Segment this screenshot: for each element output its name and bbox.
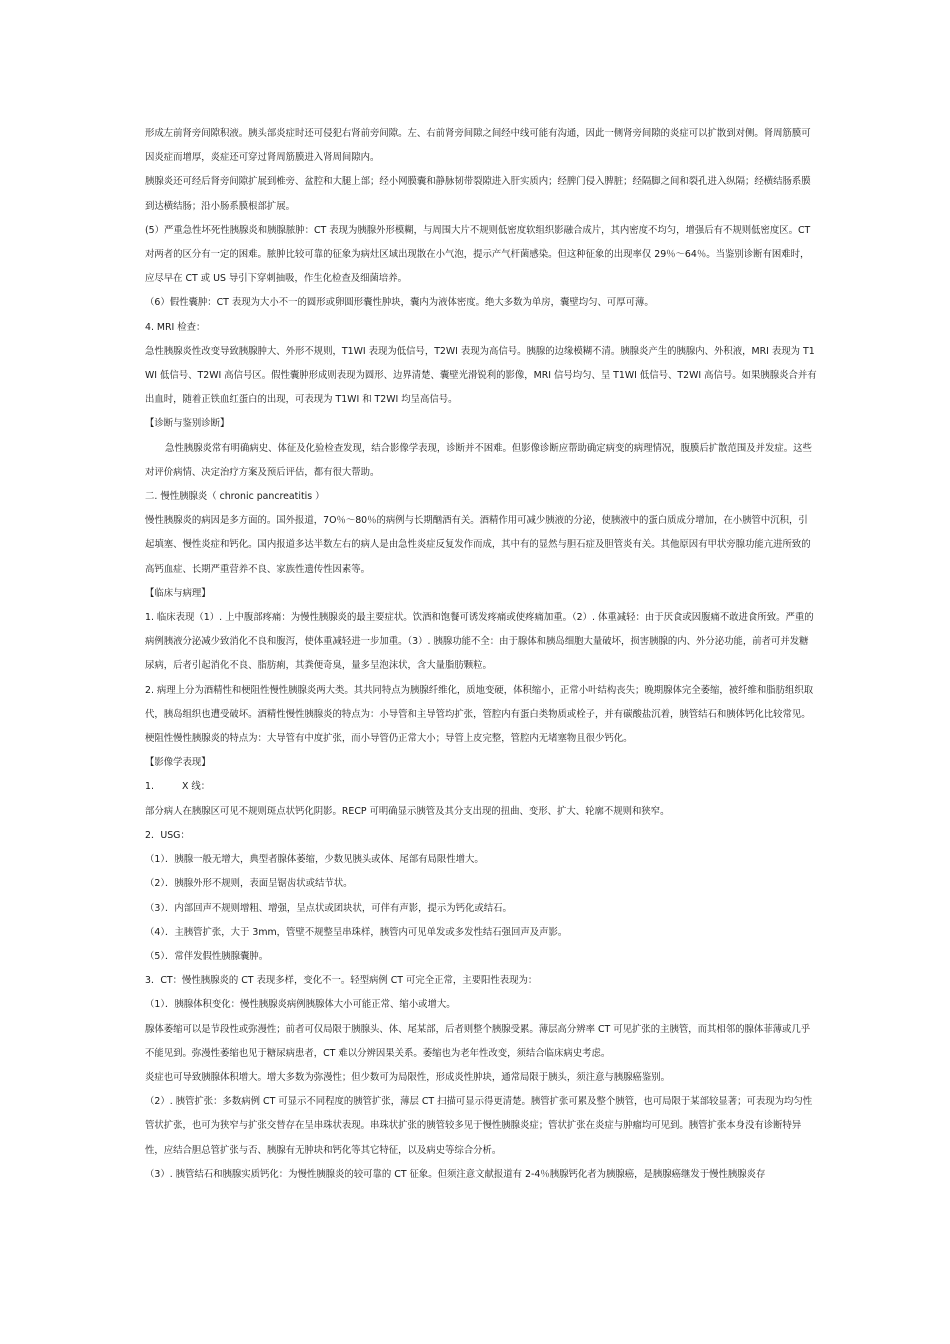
section-heading: 【诊断与鉴别诊断】 xyxy=(145,418,230,430)
list-item: （1）．胰腺一般无增大，典型者腺体萎缩，少数见胰头或体、尾部有局限性增大。 xyxy=(145,854,484,866)
section-heading: 【临床与病理】 xyxy=(145,587,211,599)
paragraph: 急性胰腺炎常有明确病史、体征及化验检查发现，结合影像学表现，诊断并不困难。但影像诊断应帮助确定病变的病理情况，腹膜后扩散范围及并发症。这些对评价病情、决定治疗方案及预后评估，都有很大帮助。 xyxy=(145,442,812,478)
section-heading: 二. 慢性胰腺炎（ chronic pancreatitis ） xyxy=(145,491,325,503)
paragraph: （2）. 胰管扩张：多数病例 CT 可显示不同程度的胰管扩张，薄层 CT 扫描可显示得更清楚。胰管扩张可累及整个胰管，也可局限于某部较显著；可表现为均匀性管状扩张，也可为狭窄与扩张交替存在呈串珠状表现。串珠状扩张的胰管较多见于慢性胰腺炎症；管状扩张在炎症与肿瘤均可见到。胰管扩张本身没有诊断特异性，应结合胆总管扩张与否、胰腺有无肿块和钙化等其它特征，以及病史等综合分析。 xyxy=(145,1096,813,1156)
section-heading: 2．USG： xyxy=(145,829,190,841)
paragraph: 慢性胰腺炎的病因是多方面的。国外报道，7O％～80％的病例与长期酗酒有关。酒精作用可减少胰液的分泌，使胰液中的蛋白质成分增加，在小胰管中沉积，引起填塞、慢性炎症和钙化。国内报道多达半数左右的病人是由急性炎症反复发作而成，其中有的显然与胆石症及胆管炎有关。其他原因有甲状旁腺功能亢进所致的高钙血症、长期严重营养不良、家族性遗传性因素等。 xyxy=(145,515,811,575)
list-number: 1. xyxy=(145,781,154,793)
paragraph: （3）. 胰管结石和胰腺实质钙化：为慢性胰腺炎的较可靠的 CT 征象。但须注意文献报道有 2-4％胰腺钙化者为胰腺癌，是胰腺癌继发于慢性胰腺炎存 xyxy=(145,1168,766,1180)
list-item: （1）．胰腺体积变化：慢性胰腺炎病例胰腺体大小可能正常、缩小或增大。 xyxy=(145,999,456,1011)
paragraph: 形成左前肾旁间隙积液。胰头部炎症时还可侵犯右肾前旁间隙。左、右前肾旁间隙之间经中线可能有沟通，因此一侧肾旁间隙的炎症可以扩散到对侧。肾周筋膜可因炎症而增厚，炎症还可穿过肾周筋膜进入肾周间隙内。 xyxy=(145,128,811,164)
list-item: （2）．胰腺外形不规则，表面呈锯齿状或结节状。 xyxy=(145,878,353,890)
list-item: （4）．主胰管扩张，大于 3mm，管壁不规整呈串珠样，胰管内可见单发或多发性结石强回声及声影。 xyxy=(145,926,568,938)
paragraph: 急性胰腺炎性改变导致胰腺肿大、外形不规则，T1WI 表现为低信号，T2WI 表现为高信号。胰腺的边缘模糊不清。胰腺炎产生的胰腺内、外积液，MRI 表现为 T1WI 低信号、T2WI 高信号区。假性囊肿形成则表现为圆形、边界清楚、囊壁光滑锐利的影像，MRI 信号均匀、呈 T1WI 低信号、T2WI 高信号。如果胰腺炎合并有出血时，随着正铁血红蛋白的出现，可表现为 T1WI 和 T2WI 均呈高信号。 xyxy=(145,345,817,406)
paragraph: 胰腺炎还可经后肾旁间隙扩展到椎旁、盆腔和大腿上部；经小网膜囊和静脉韧带裂隙进入肝实质内；经脾门侵入脾脏；经隔脚之间和裂孔进入纵隔；经横结肠系膜到达横结肠；沿小肠系膜根部扩展。 xyxy=(145,176,811,212)
section-heading xyxy=(145,775,817,799)
section-heading: 4. MRI 检查： xyxy=(145,321,206,333)
document-page xyxy=(145,122,817,1187)
paragraph: 部分病人在胰腺区可见不规则斑点状钙化阴影。RECP 可明确显示胰管及其分支出现的扭曲、变形、扩大、轮廓不规则和狭窄。 xyxy=(145,805,670,817)
section-heading: 【影像学表现】 xyxy=(145,757,211,769)
paragraph: 2. 病理上分为酒精性和梗阻性慢性胰腺炎两大类。其共同特点为胰腺纤维化，质地变硬，体积缩小，正常小叶结构丧失；晚期腺体完全萎缩，被纤维和脂肪组织取代，胰岛组织也遭受破坏。酒精性慢性胰腺炎的特点为：小导管和主导管均扩张，管腔内有蛋白类物质或栓子，并有碳酸盐沉着，胰管结石和胰体钙化比较常见。梗阻性慢性胰腺炎的特点为：大导管有中度扩张，而小导管仍正常大小；导管上皮完整，管腔内无堵塞物且很少钙化。 xyxy=(145,684,814,745)
paragraph: 1. 临床表现（1）. 上中腹部疼痛：为慢性胰腺炎的最主要症状。饮酒和饱餐可诱发疼痛或使疼痛加重。（2）. 体重减轻：由于厌食或因腹痛不敢进食所致。严重的病例胰液分泌减少致消化不良和腹泻，使体重减轻进一步加重。（3）. 胰腺功能不全：由于腺体和胰岛细胞大量破坏，损害胰腺的内、外分泌功能，前者可并发糖尿病，后者引起消化不良、脂肪痢，其粪便奇臭，量多呈泡沫状，含大量脂肪颗粒。 xyxy=(145,612,814,672)
list-heading: X 线： xyxy=(181,781,211,793)
paragraph: 腺体萎缩可以是节段性或弥漫性；前者可仅局限于胰腺头、体、尾某部，后者则整个胰腺受累。薄层高分辨率 CT 可见扩张的主胰管，而其相邻的腺体菲薄或几乎不能见到。弥漫性萎缩也见于糖尿病患者，CT 难以分辨因果关系。萎缩也为老年性改变，须结合临床病史考虑。 xyxy=(145,1023,811,1059)
list-item: （3）．内部回声不规则增粗、增强，呈点状或团块状，可伴有声影，提示为钙化或结石。 xyxy=(145,902,512,914)
paragraph: (5）严重急性坏死性胰腺炎和胰腺脓肿：CT 表现为胰腺外形模糊，与周围大片不规则低密度软组织影融合成片，其内密度不均匀，增强后有不规则低密度区。CT 对两者的区分有一定的困难。脓肿比较可靠的征象为病灶区域出现散在小气泡，提示产气杆菌感染。但这种征象的出现率仅 29％～64％。当鉴别诊断有困难时，应尽早在 CT 或 US 导引下穿刺抽吸，作生化检查及细菌培养。 xyxy=(145,224,811,285)
list-item: （5）．常伴发假性胰腺囊肿。 xyxy=(145,950,269,962)
paragraph: （6）假性囊肿：CT 表现为大小不一的圆形或卵圆形囊性肿块，囊内为液体密度。绝大多数为单房，囊壁均匀、可厚可薄。 xyxy=(145,297,654,309)
section-heading: 3．CT：慢性胰腺炎的 CT 表现多样，变化不一。轻型病例 CT 可完全正常，主要阳性表现为： xyxy=(145,975,538,987)
paragraph: 炎症也可导致胰腺体积增大。增大多数为弥漫性；但少数可为局限性，形成炎性肿块，通常局限于胰头，须注意与胰腺癌鉴别。 xyxy=(145,1071,671,1083)
